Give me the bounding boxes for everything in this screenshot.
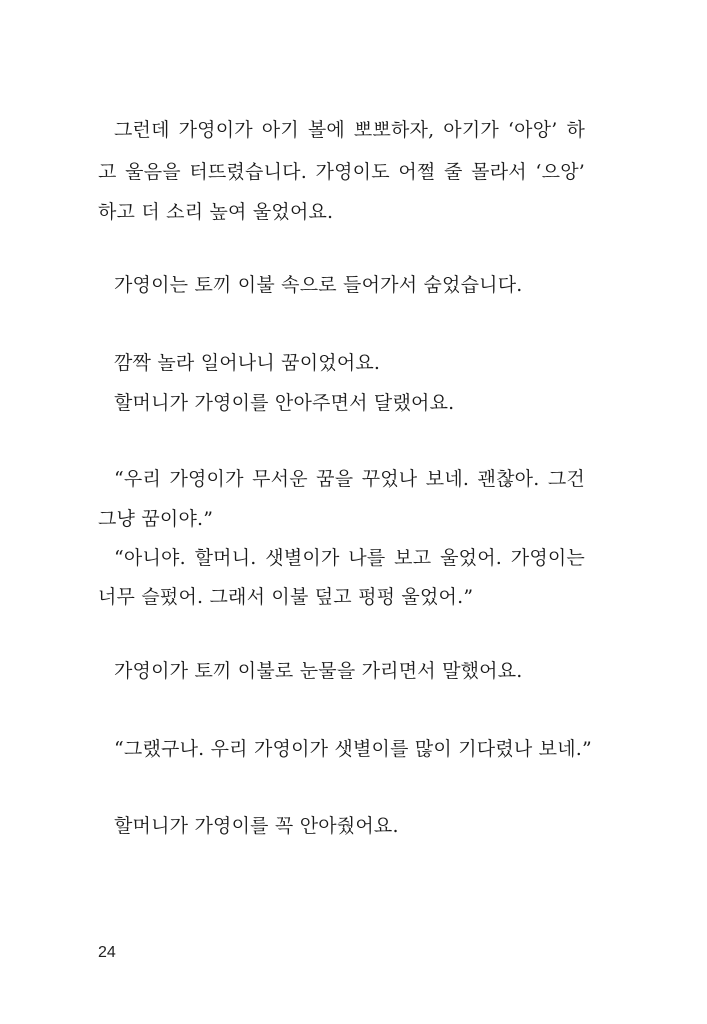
paragraph-1-line-1: 그런데 가영이가 아기 볼에 뽀뽀하자, 아기가 ‘아앙’ 하 xyxy=(114,119,585,141)
paragraph-1-line-3: 하고 더 소리 높여 울었어요. xyxy=(98,201,334,223)
paragraph-3-line-2: 할머니가 가영이를 안아주면서 달랬어요. xyxy=(114,392,455,414)
paragraph-4-line-1: “우리 가영이가 무서운 꿈을 꾸었나 보네. 괜찮아. 그건 xyxy=(114,468,585,490)
paragraph-4-line-3: “아니야. 할머니. 샛별이가 나를 보고 울었어. 가영이는 xyxy=(114,547,585,569)
page-number: 24 xyxy=(98,944,116,961)
paragraph-2-line-1: 가영이는 토끼 이불 속으로 들어가서 숨었습니다. xyxy=(114,274,523,296)
paragraph-4-line-2: 그냥 꿈이야.” xyxy=(98,508,214,530)
paragraph-5-line-1: 가영이가 토끼 이불로 눈물을 가리면서 말했어요. xyxy=(114,660,523,682)
paragraph-1-line-2: 고 울음을 터뜨렸습니다. 가영이도 어쩔 줄 몰라서 ‘으앙’ xyxy=(98,161,585,183)
paragraph-6-line-1: “그랬구나. 우리 가영이가 샛별이를 많이 기다렸나 보네.” xyxy=(114,738,592,760)
paragraph-7-line-1: 할머니가 가영이를 꼭 안아줬어요. xyxy=(114,815,399,837)
paragraph-3-line-1: 깜짝 놀라 일어나니 꿈이었어요. xyxy=(114,352,381,374)
paragraph-4-line-4: 너무 슬펐어. 그래서 이불 덮고 펑펑 울었어.” xyxy=(98,586,474,608)
